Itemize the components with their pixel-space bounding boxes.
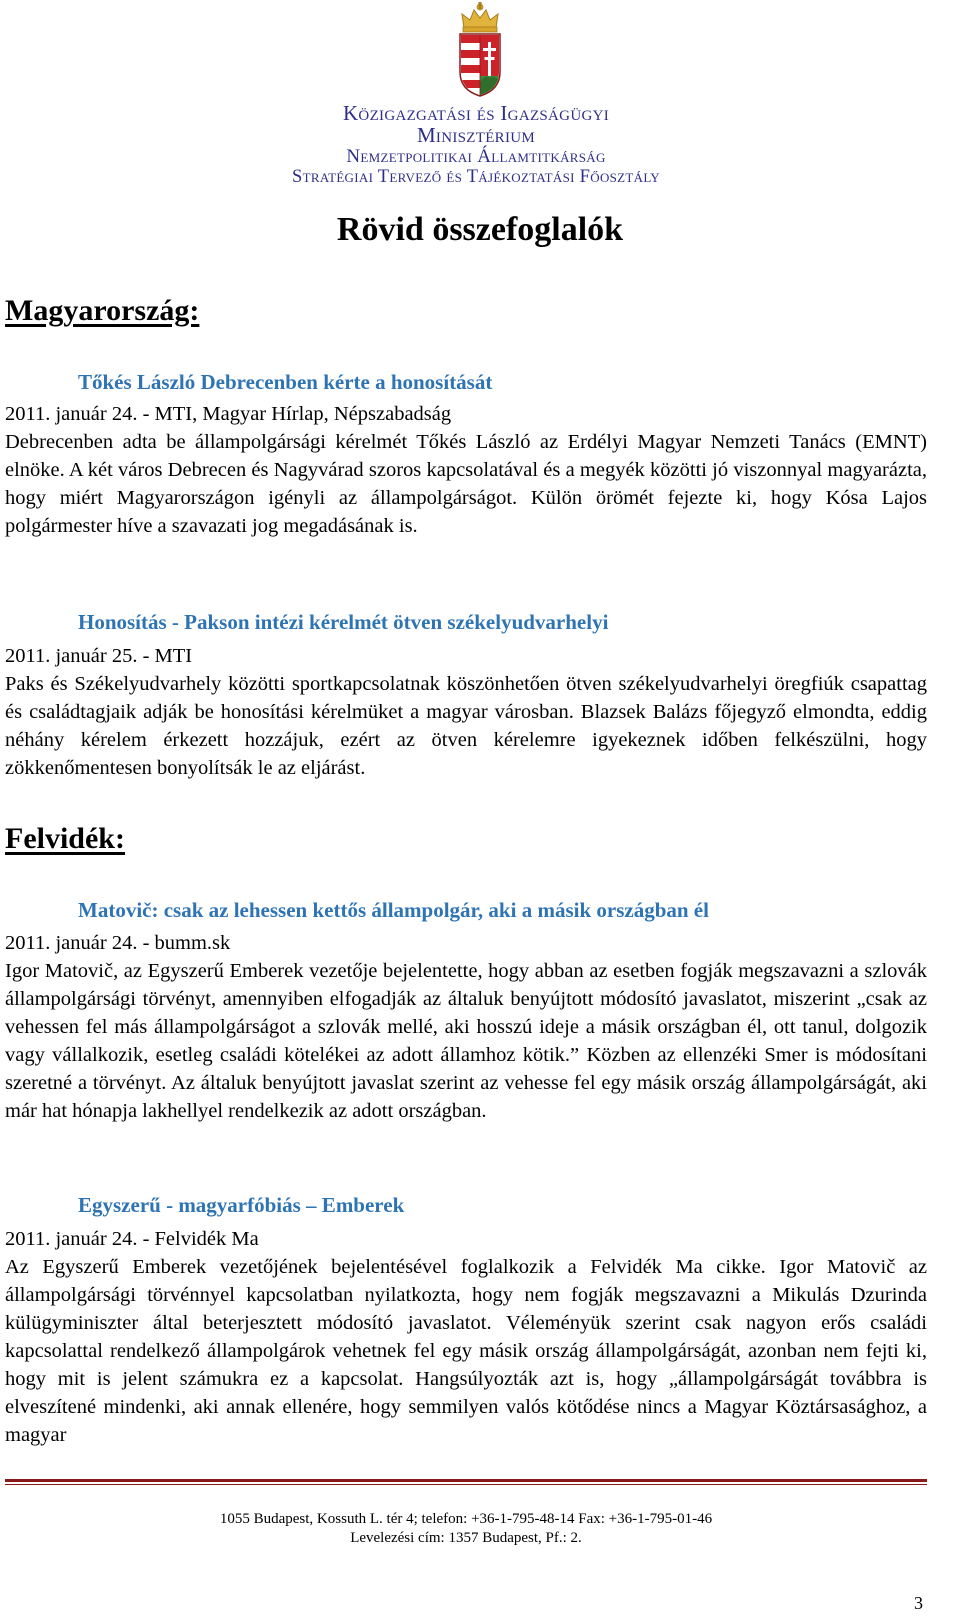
footer-divider-thin xyxy=(5,1484,927,1485)
article-title: Tőkés László Debrecenben kérte a honosítását xyxy=(78,370,493,394)
ministry-line-3: Nemzetpolitikai Államtitkárság xyxy=(346,146,606,167)
article-title: Egyszerű - magyarfóbiás – Emberek xyxy=(78,1193,405,1217)
article-body: Igor Matovič, az Egyszerű Emberek vezetője bejelentette, hogy abban az esetben fogják megszavazni a szlovák állampolgársági törvényt, amennyiben elfogadják az általuk benyújtott módosító javaslatot, miszerint „csak az vehessen fel más állampolgárságot a szlovák mellé, aki hosszú ideje a másik országban él, ott tanul, dolgozik vagy vállalkozik, esetleg családi kötelékei az adott államhoz kötik.” Közben az ellenzéki Smer is módosítani szeretné a törvényt. Az általuk benyújtott javaslat szerint az vehesse fel egy másik ország állampolgárságát, aki már hat hónapja lakhellyel rendelkezik az adott országban. xyxy=(5,960,927,1122)
ministry-line-2: Minisztérium xyxy=(416,123,536,147)
article-meta: 2011. január 24. - MTI, Magyar Hírlap, Népszabadság xyxy=(5,403,452,425)
ministry-header xyxy=(256,102,696,188)
hungarian-coat-of-arms-icon xyxy=(454,2,506,98)
ministry-line-1: Közigazgatási és Igazságügyi xyxy=(342,101,610,125)
article-title: Honosítás - Pakson intézi kérelmét ötven székelyudvarhelyi xyxy=(78,610,609,634)
article-meta: 2011. január 24. - Felvidék Ma xyxy=(5,1228,259,1250)
section-heading-felvidek: Felvidék: xyxy=(5,822,125,855)
article-body: Paks és Székelyudvarhely közötti sportkapcsolatnak köszönhetően ötven székelyudvarhelyi öregfiúk csapattag és családtagjaik adják be honosítási kérelmüket a magyar városban. Blazsek Balázs főjegyző elmondta, eddig néhány kérelem érkezett hozzájuk, ezért az ötven kérelemre igyekeznek időben felkészülni, hogy zökkenőmentesen bonyolítsák le az eljárást. xyxy=(5,673,927,779)
section-heading-magyarorszag: Magyarország: xyxy=(5,294,200,327)
page-number: 3 xyxy=(914,1593,923,1613)
footer-mailing-address: Levelezési cím: 1357 Budapest, Pf.: 2. xyxy=(350,1530,582,1546)
footer-address: 1055 Budapest, Kossuth L. tér 4; telefon: +36-1-795-48-14 Fax: +36-1-795-01-46 xyxy=(219,1511,713,1527)
article-title: Matovič: csak az lehessen kettős állampolgár, aki a másik országban él xyxy=(78,898,709,922)
article-meta: 2011. január 25. - MTI xyxy=(5,645,193,667)
article-body: Debrecenben adta be állampolgársági kérelmét Tőkés László az Erdélyi Magyar Nemzeti Tanács (EMNT) elnöke. A két város Debrecen és Nagyvárad szoros kapcsolatával és a megyék közötti jó viszonnyal magyarázta, hogy miért Magyarországon igényli az állampolgárságot. Külön örömét fejezte ki, hogy Kósa Lajos polgármester híve a szavazati jog megadásának is. xyxy=(5,431,927,537)
ministry-line-4: Stratégiai Tervező és Tájékoztatási Főosztály xyxy=(292,167,660,187)
footer-divider xyxy=(5,1479,927,1482)
document-title: Rövid összefoglalók xyxy=(336,211,624,248)
article-meta: 2011. január 24. - bumm.sk xyxy=(5,932,231,954)
article-body: Az Egyszerű Emberek vezetőjének bejelentésével foglalkozik a Felvidék Ma cikke. Igor Matovič az állampolgársági törvénnyel kapcsolatban nyilatkozta, hogy nem fogják megszavazni a Mikulás Dzurinda külügyminiszter által beterjesztett módosító javaslatot. Véleményük szerint csak nagyon erős családi kapcsolattal rendelkező állampolgárok vehetnek fel egy másik ország állampolgárságát, azonban nem fejti ki, hogy mit is jelent számukra ez a kapcsolat. Hangsúlyozták azt is, hogy „állampolgárságát továbbra is elveszítené mindenki, aki annak ellenére, hogy semmilyen valós kötődése nincs a Magyar Köztársasághoz, a magyar xyxy=(5,1256,927,1446)
